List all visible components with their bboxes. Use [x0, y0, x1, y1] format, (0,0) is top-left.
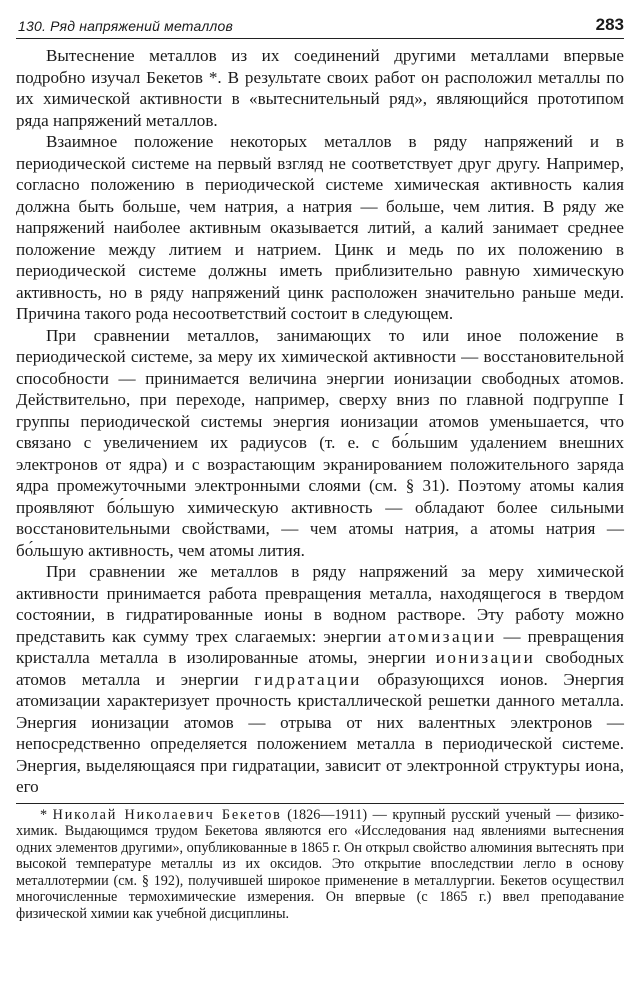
- term-atomization: атомизации: [388, 626, 497, 646]
- body-text: [16, 45, 624, 798]
- page-header: [16, 8, 624, 39]
- paragraph-2: Взаимное положение некоторых металлов в ряду напряжений и в периодической системе на первый взгляд не соответствует друг другу. Например, согласно положению в периодической системе химическая активность калия должна быть больше, чем натрия, а натрия — больше, чем лития. В ряду же напряжений наиболее активным оказывается литий, а калий занимает среднее положение между литием и натрием. Цинк и медь по их положению в периодической системе должны иметь приблизительно равную химическую активность, но в ряду напряжений цинк расположен значительно раньше меди. Причина такого рода несоответствий состоит в следующем.: [16, 132, 624, 323]
- footnote-divider: [16, 803, 624, 804]
- term-ionization: ионизации: [435, 648, 536, 667]
- paragraph-4: [16, 561, 624, 798]
- footnote-marker: *: [40, 806, 53, 823]
- footnote-name: Николай Николаевич Бекетов: [52, 806, 282, 823]
- page-number: 283: [595, 15, 624, 34]
- paragraph-4-part-c: свободных атомов металла и энергии: [16, 648, 624, 689]
- footnote-text: (1826—1911) — крупный русский ученый — физико-химик. Выдающимся трудом Бекетова являются его «Исследования над явлениями вытеснения одних элементов другими», опубликованные в 1865 г. Он открыл свойство алюминия вытеснять при высокой температуре металлы из их оксидов. Это открытие впоследствии легло в основу металлотермии (см. § 192), получившей широкое применение в металлургии. Бекетов осуществил многочисленные термохимические измерения. Он впервые (с 1865 г.) ввел преподавание физической химии как учебной дисциплины.: [16, 806, 624, 923]
- paragraph-4-part-d: образующихся ионов. Энергия атомизации характеризует прочность кристаллической решетки данного металла. Энергия ионизации атомов — отрыва от них валентных электронов — непосредственно определяется положением металла в периодической системе. Энергия, выделяющаяся при гидратации, зависит от электронной структуры иона, его: [16, 669, 625, 796]
- paragraph-4-part-b: — превращения кристалла металла в изолированные атомы, энергии: [16, 626, 624, 667]
- footnote: [16, 807, 624, 923]
- paragraph-1: Вытеснение металлов из их соединений другими металлами впервые подробно изучал Бекетов *. В результате своих работ он расположил металлы по их химической активности в «вытеснительный ряд», являющийся прототипом ряда напряжений металлов.: [16, 46, 624, 130]
- paragraph-4-part-a: При сравнении же металлов в ряду напряжений за меру химической активности принимается работа превращения металла, находящегося в твердом состоянии, в гидратированные ионы в водном растворе. Эту работу можно представить как сумму трех слагаемых: энергии: [16, 562, 624, 646]
- book-page: [16, 8, 624, 994]
- section-title: 130. Ряд напряжений металлов: [18, 18, 233, 34]
- term-hydration: гидратации: [254, 669, 362, 689]
- paragraph-3: При сравнении металлов, занимающих то или иное положение в периодической системе, за меру их химической активности — восстановительной способности — принимается величина энергии ионизации свободных атомов. Действительно, при переходе, например, сверху вниз по главной подгруппе I группы периодической системы энергия ионизации атомов уменьшается, что связано с увеличением их радиусов (т. е. с бо́льшим удалением внешних электронов от ядра) и с возрастающим экранированием положительного заряда ядра промежуточными электронными слоями (см. § 31). Поэтому атомы калия проявляют бо́льшую химическую активность — обладают более сильными восстановительными свойствами, — чем атомы натрия, а атомы натрия — бо́льшую активность, чем атомы лития.: [16, 325, 624, 560]
